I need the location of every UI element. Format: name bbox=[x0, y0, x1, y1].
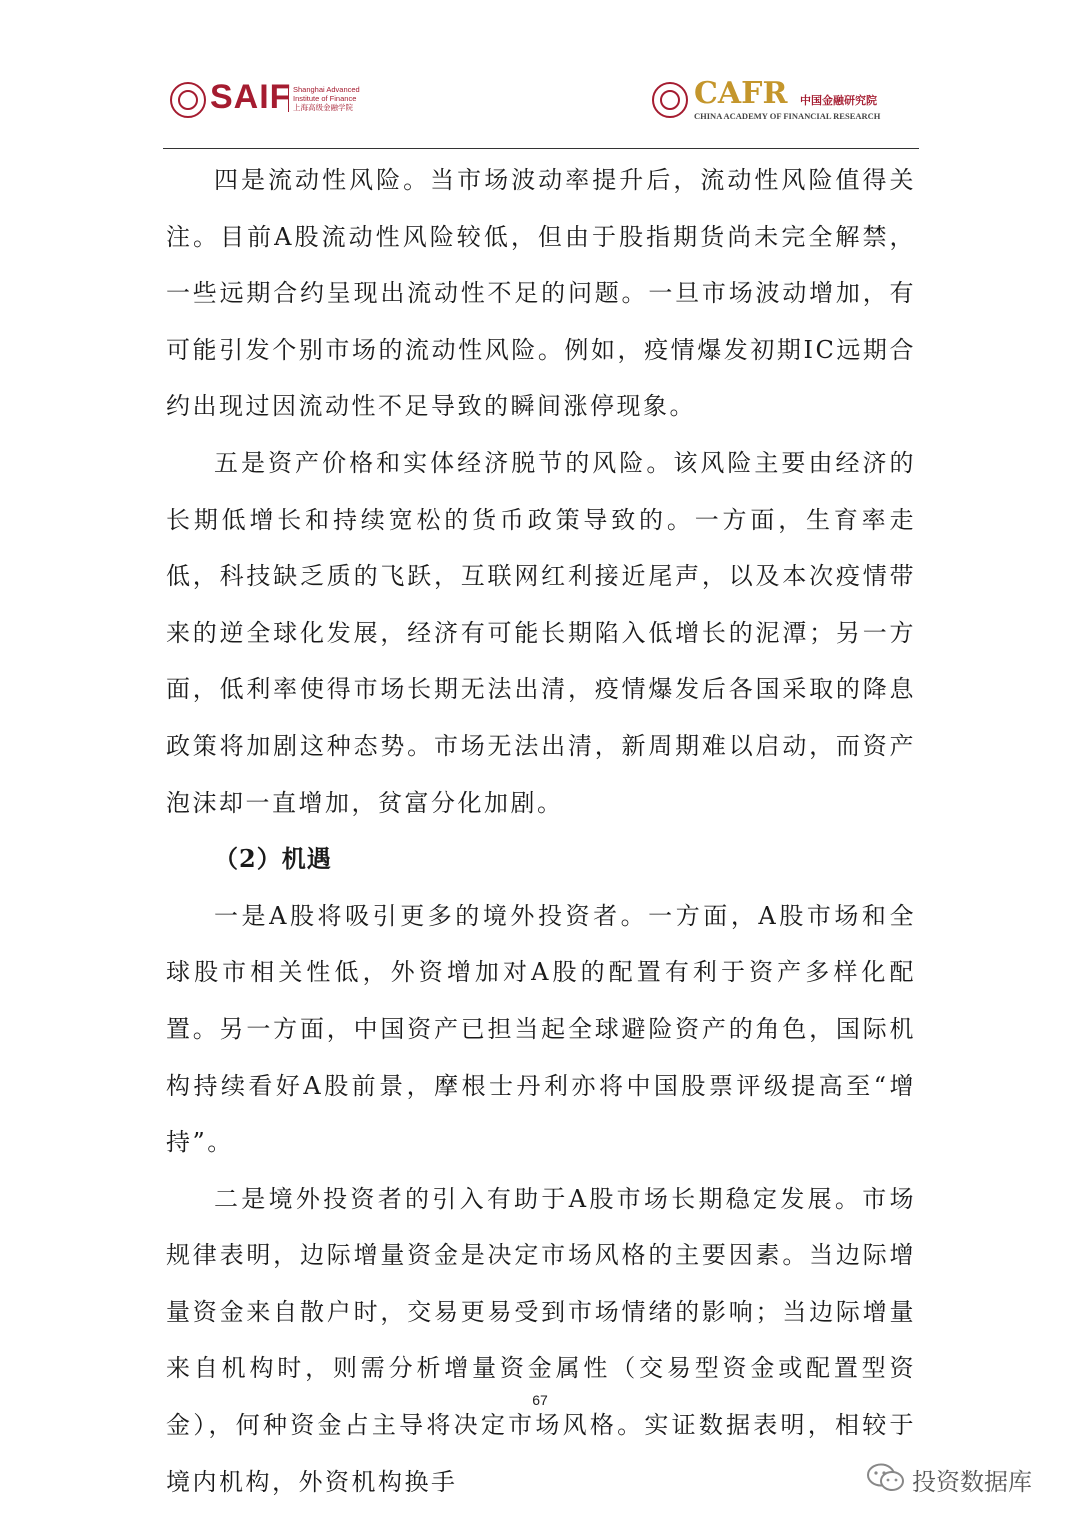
saif-subtitle-line-1: Shanghai Advanced bbox=[293, 85, 360, 94]
cafr-logo-en: CHINA ACADEMY OF FINANCIAL RESEARCH bbox=[694, 111, 881, 121]
watermark-text: 投资数据库 bbox=[912, 1468, 1032, 1496]
paragraph-asset-price-risk: 五是资产价格和实体经济脱节的风险。该风险主要由经济的长期低增长和持续宽松的货币政策导致的。一方面，生育率走低，科技缺乏质的飞跃，互联网红利接近尾声，以及本次疫情带来的逆全球化发展，经济有可能长期陷入低增长的泥潭；另一方面，低利率使得市场长期无法出清，疫情爆发后各国采取的降息政策将加剧这种态势。市场无法出清，新周期难以启动，而资产泡沫却一直增加，贫富分化加剧。 bbox=[166, 448, 916, 817]
cafr-logo bbox=[652, 76, 892, 122]
saif-logo bbox=[170, 78, 370, 122]
paragraph-liquidity-risk: 四是流动性风险。当市场波动率提升后，流动性风险值得关注。目前A股流动性风险较低，但由于股指期货尚未完全解禁，一些远期合约呈现出流动性不足的问题。一旦市场波动增加，有可能引发个别市场的流动性风险。例如，疫情爆发初期IC远期合约出现过因流动性不足导致的瞬间涨停现象。 bbox=[166, 166, 916, 421]
paragraph-long-term-stability: 二是境外投资者的引入有助于A股市场长期稳定发展。市场规律表明，边际增量资金是决定市场风格的主要因素。当边际增量资金来自散户时，交易更易受到市场情绪的影响；当边际增量来自机构时，则需分析增量资金属性（交易型资金或配置型资金），何种资金占主导将决定市场风格。实证数据表明，相较于境内机构，外资机构换手 bbox=[166, 1184, 916, 1496]
cafr-logo-cn: 中国金融研究院 bbox=[800, 94, 877, 107]
page-number: 67 bbox=[532, 1392, 548, 1408]
cafr-logo-text: CAFR bbox=[694, 76, 788, 111]
saif-subtitle-cn: 上海高级金融学院 bbox=[293, 103, 353, 112]
document-body bbox=[166, 152, 916, 1510]
university-seal-icon bbox=[170, 82, 206, 118]
university-seal-icon bbox=[652, 82, 688, 118]
page-header bbox=[0, 0, 1080, 150]
saif-logo-subtitle bbox=[288, 85, 383, 112]
wechat-watermark bbox=[866, 1456, 1056, 1504]
saif-subtitle-line-2: Institute of Finance bbox=[293, 94, 357, 103]
header-divider bbox=[163, 148, 919, 149]
wechat-icon bbox=[866, 1462, 906, 1494]
section-heading-opportunities: （2）机遇 bbox=[214, 844, 332, 874]
saif-logo-text: SAIF bbox=[210, 78, 292, 116]
paragraph-foreign-investors: 一是A股将吸引更多的境外投资者。一方面，A股市场和全球股市相关性低，外资增加对A股的配置有利于资产多样化配置。另一方面，中国资产已担当起全球避险资产的角色，国际机构持续看好A股前景，摩根士丹利亦将中国股票评级提高至“增持”。 bbox=[166, 901, 916, 1157]
